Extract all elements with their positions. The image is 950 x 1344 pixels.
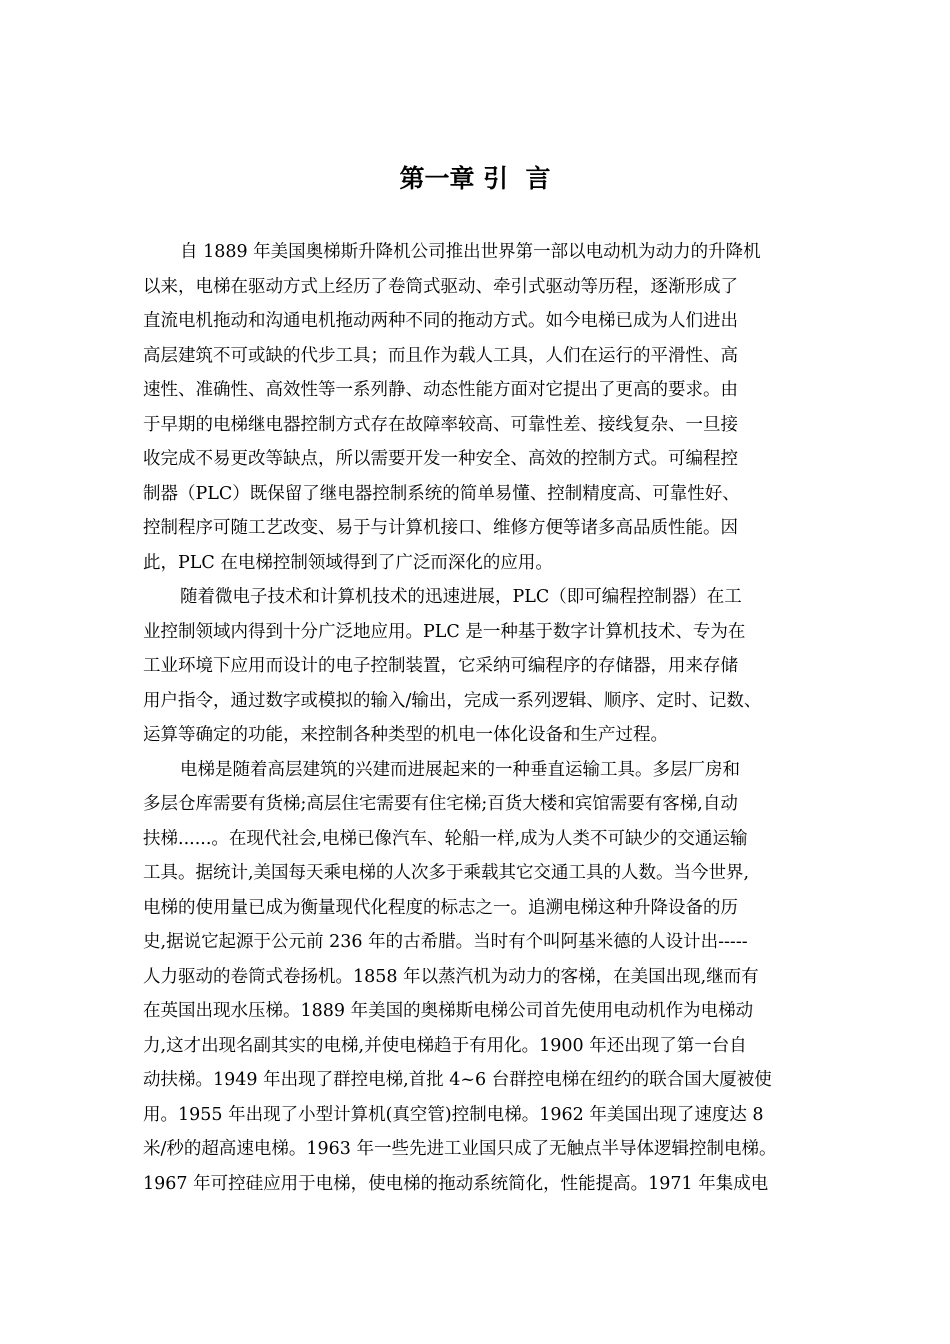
- text-line: 电梯是随着高层建筑的兴建而进展起来的一种垂直运输工具。多层厂房和: [180, 759, 740, 780]
- text-line: 收完成不易更改等缺点，所以需要开发一种安全、高效的控制方式。可编程控: [143, 449, 738, 469]
- text-line: 直流电机拖动和沟通电机拖动两种不同的拖动方式。如今电梯已成为人们进出: [143, 311, 738, 331]
- text-line: 控制程序可随工艺改变、易于与计算机接口、维修方便等诸多高品质性能。因: [143, 518, 738, 538]
- text-line: 电梯的使用量已成为衡量现代化程度的标志之一。追溯电梯这种升降设备的历: [143, 897, 738, 918]
- text-line: 制器（PLC）既保留了继电器控制系统的简单易懂、控制精度高、可靠性好、: [143, 483, 740, 504]
- text-line: 扶梯......。在现代社会,电梯已像汽车、轮船一样,成为人类不可缺少的交通运输: [143, 828, 748, 849]
- text-line: 以来，电梯在驱动方式上经历了卷筒式驱动、牵引式驱动等历程，逐渐形成了: [143, 276, 738, 297]
- text-line: 在英国出现水压梯。1889 年美国的奥梯斯电梯公司首先使用电动机作为电梯动: [143, 1001, 754, 1021]
- text-line: 用。1955 年出现了小型计算机(真空管)控制电梯。1962 年美国出现了速度达 8: [143, 1104, 764, 1125]
- text-line: 此，PLC 在电梯控制领域得到了广泛而深化的应用。: [143, 552, 553, 573]
- text-line: 米/秒的超高速电梯。1963 年一些先进工业国只成了无触点半导体逻辑控制电梯。: [143, 1139, 777, 1159]
- text-line: 业控制领域内得到十分广泛地应用。PLC 是一种基于数字计算机技术、专为在: [143, 621, 746, 642]
- text-line: 多层仓库需要有货梯;高层住宅需要有住宅梯;百货大楼和宾馆需要有客梯,自动: [143, 794, 738, 814]
- body-text: [143, 235, 823, 1201]
- text-line: 用户指令，通过数字或模拟的输入/输出，完成一系列逻辑、顺序、定时、记数、: [143, 690, 762, 711]
- text-line: 力,这才出现名副其实的电梯,并使电梯趋于有用化。1900 年还出现了第一台自: [143, 1035, 747, 1056]
- text-line: 工具。据统计,美国每天乘电梯的人次多于乘载其它交通工具的人数。当今世界,: [143, 863, 750, 883]
- text-line: 1967 年可控硅应用于电梯，使电梯的拖动系统简化，性能提高。1971 年集成电: [143, 1173, 769, 1194]
- text-line: 人力驱动的卷筒式卷扬机。1858 年以蒸汽机为动力的客梯，在美国出现,继而有: [143, 966, 759, 987]
- text-line: 工业环境下应用而设计的电子控制装置，它采纳可编程序的存储器，用来存储: [143, 656, 738, 676]
- text-line: 动扶梯。1949 年出现了群控电梯,首批 4~6 台群控电梯在纽约的联合国大厦被使: [143, 1070, 772, 1090]
- paragraph-3: [143, 753, 823, 1202]
- text-line: 随着微电子技术和计算机技术的迅速进展，PLC（即可编程控制器）在工: [180, 587, 742, 607]
- paragraph-1: [143, 235, 823, 580]
- text-line: 自 1889 年美国奥梯斯升降机公司推出世界第一部以电动机为动力的升降机: [180, 242, 761, 262]
- text-line: 运算等确定的功能，来控制各种类型的机电一体化设备和生产过程。: [143, 725, 668, 745]
- text-line: 史,据说它起源于公元前 236 年的古希腊。当时有个叫阿基米德的人设计出-----: [143, 932, 748, 952]
- chapter-title: 第一章 引 言: [399, 164, 551, 193]
- paragraph-2: [143, 580, 823, 753]
- text-line: 高层建筑不可或缺的代步工具；而且作为载人工具，人们在运行的平滑性、高: [143, 345, 738, 366]
- text-line: 于早期的电梯继电器控制方式存在故障率较高、可靠性差、接线复杂、一旦接: [143, 414, 738, 435]
- text-line: 速性、准确性、高效性等一系列静、动态性能方面对它提出了更高的要求。由: [143, 380, 738, 400]
